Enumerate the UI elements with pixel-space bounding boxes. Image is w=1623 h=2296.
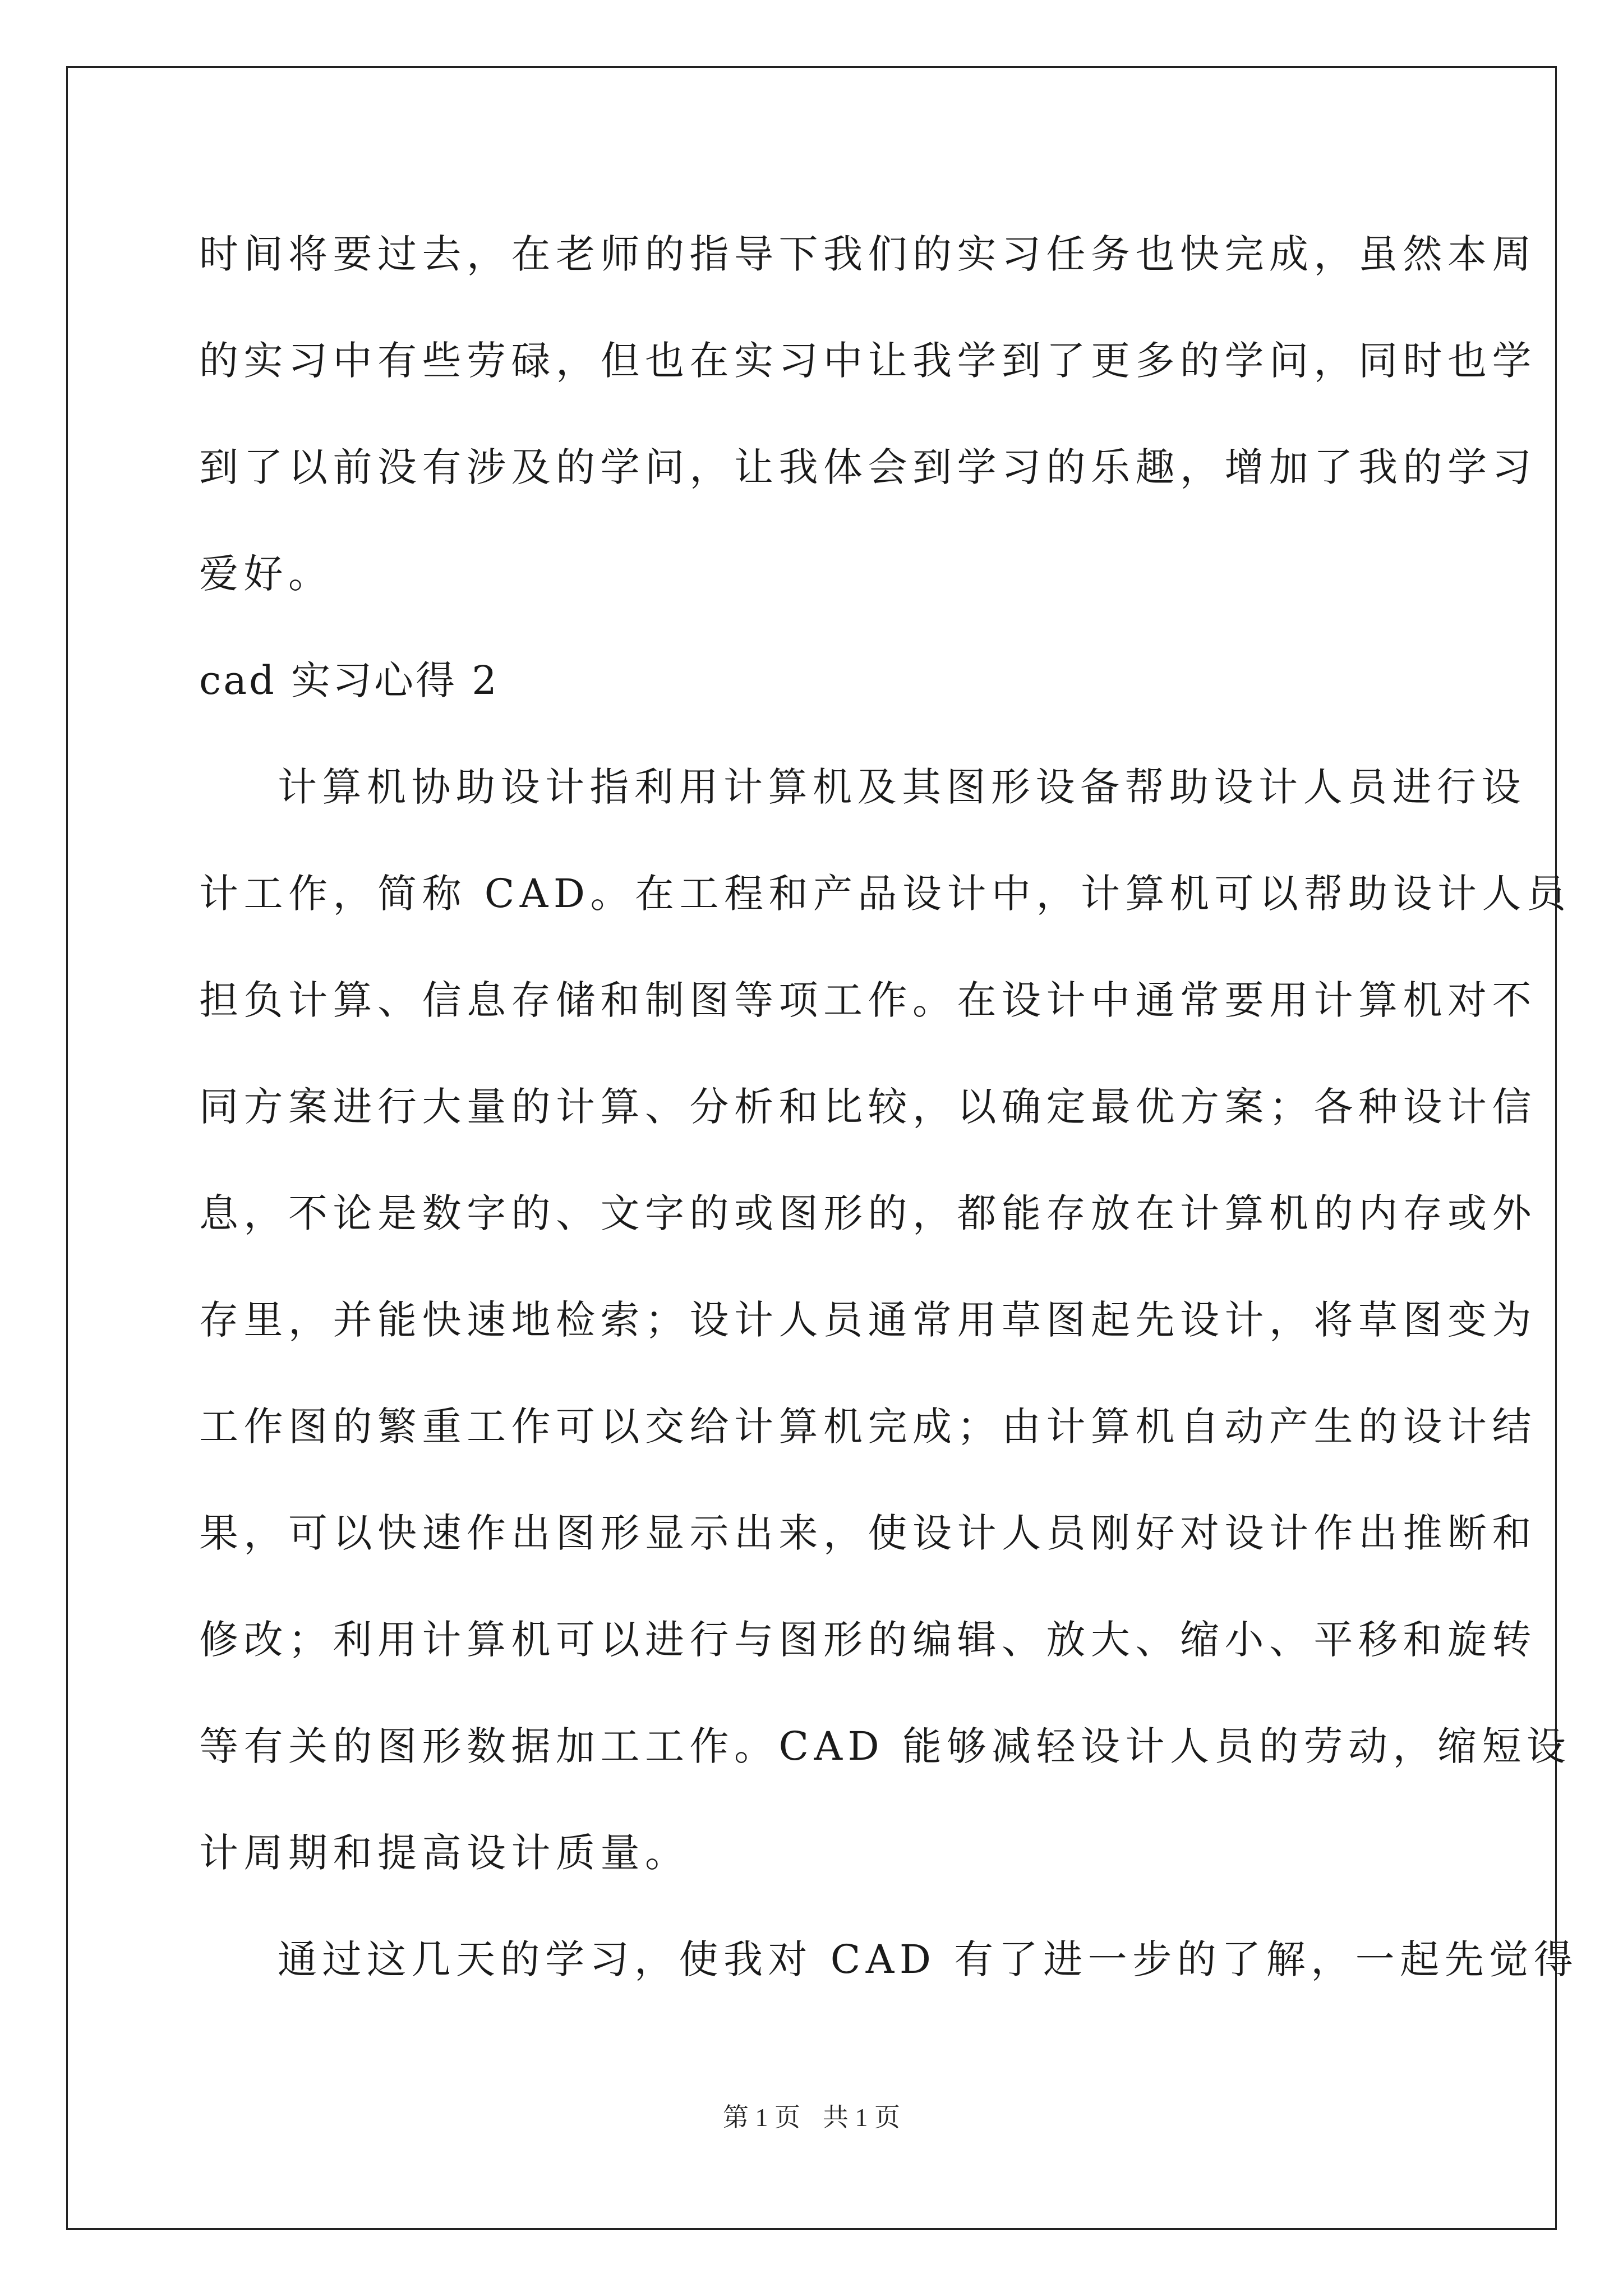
text-line: 计工作，简称 CAD。在工程和产品设计中，计算机可以帮助设计人员: [199, 871, 1571, 917]
paragraph-3: [199, 1917, 1579, 2024]
page-number: 第 1 页: [723, 2103, 800, 2132]
text-line: 计周期和提高设计质量。: [199, 1830, 690, 1876]
text-line: 息，不论是数字的、文字的或图形的，都能存放在计算机的内存或外: [199, 1190, 1537, 1236]
text-line: 爱好。: [199, 551, 333, 597]
paragraph-2: [199, 745, 1571, 1917]
page-footer: [0, 2101, 1623, 2134]
text-line: 计算机协助设计指利用计算机及其图形设备帮助设计人员进行设: [278, 764, 1526, 810]
text-line: 等有关的图形数据加工工作。CAD 能够减轻设计人员的劳动，缩短设: [199, 1723, 1571, 1769]
section-heading: cad 实习心得 2: [199, 657, 499, 703]
text-line: 的实习中有些劳碌，但也在实习中让我学到了更多的学问，同时也学: [199, 338, 1537, 384]
text-line: 时间将要过去，在老师的指导下我们的实习任务也快完成，虽然本周: [199, 231, 1537, 277]
text-line: 通过这几天的学习，使我对 CAD 有了进一步的了解，一起先觉得: [278, 1936, 1579, 1982]
paragraph-1: [199, 212, 1537, 638]
text-line: 果，可以快速作出图形显示出来，使设计人员刚好对设计作出推断和: [199, 1510, 1537, 1556]
text-line: 存里，并能快速地检索；设计人员通常用草图起先设计，将草图变为: [199, 1297, 1537, 1343]
text-line: 到了以前没有涉及的学问，让我体会到学习的乐趣，增加了我的学习: [199, 444, 1537, 490]
page-total: 共 1 页: [823, 2103, 900, 2132]
text-line: 修改；利用计算机可以进行与图形的编辑、放大、缩小、平移和旋转: [199, 1617, 1537, 1663]
text-line: 工作图的繁重工作可以交给计算机完成；由计算机自动产生的设计结: [199, 1404, 1537, 1450]
text-line: 担负计算、信息存储和制图等项工作。在设计中通常要用计算机对不: [199, 977, 1537, 1023]
text-line: 同方案进行大量的计算、分析和比较，以确定最优方案；各种设计信: [199, 1084, 1537, 1130]
document-body: [199, 212, 1579, 2024]
